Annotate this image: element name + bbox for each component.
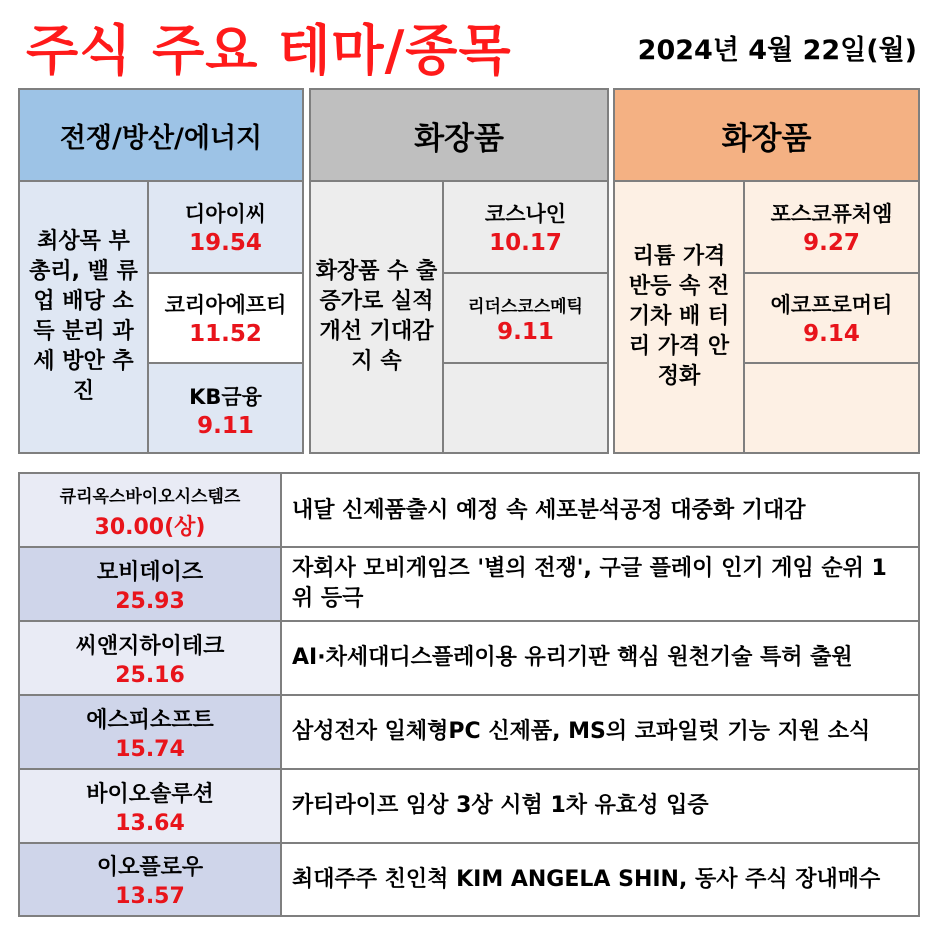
news-cell: 최대주주 친인척 KIM ANGELA SHIN, 동사 주식 장내매수 — [292, 866, 881, 892]
stock-rate: 10.17 — [489, 230, 562, 256]
theme-stock-list — [149, 182, 302, 452]
theme-stock — [149, 182, 302, 272]
stock-name: 디아이씨 — [184, 202, 267, 226]
stock-rate: 9.27 — [803, 230, 860, 256]
stock-name: 씨앤지하이테크 — [75, 633, 225, 659]
theme-stock-empty — [444, 362, 607, 456]
stock-rate: 9.11 — [497, 318, 554, 345]
stock-rate: 9.14 — [803, 321, 860, 347]
theme-title: 화장품 — [311, 90, 607, 182]
theme-title: 화장품 — [615, 90, 918, 182]
stock-name: 리더스코스메틱 — [468, 296, 583, 317]
stock-rate: 30.00(상) — [94, 514, 206, 540]
stock-cell — [20, 770, 282, 842]
stock-cell — [20, 474, 282, 548]
report-date: 2024년 4월 22일(월) — [637, 35, 917, 66]
table-row — [20, 694, 918, 768]
news-cell: 삼성전자 일체형PC 신제품, MS의 코파일럿 기능 지원 소식 — [292, 719, 871, 744]
stock-rate: 25.16 — [115, 662, 185, 688]
theme-stock-empty — [745, 362, 918, 456]
stock-cell — [20, 548, 282, 620]
theme-description: 리튬 가격 반등 속 전기차 배 터리 가격 안정화 — [615, 182, 745, 452]
theme-panel-1 — [18, 88, 304, 454]
stock-cell — [20, 844, 282, 915]
stock-name: 에코프로머티 — [770, 293, 893, 317]
theme-title: 전쟁/방산/에너지 — [20, 90, 302, 182]
stock-rate: 19.54 — [189, 230, 262, 256]
stock-name: KB금융 — [189, 385, 262, 409]
stock-rate: 11.52 — [189, 321, 262, 347]
stock-name: 코리아에프티 — [164, 293, 287, 317]
theme-stock — [444, 182, 607, 272]
table-row — [20, 546, 918, 620]
stock-rate: 9.11 — [197, 413, 254, 439]
news-cell: 자회사 모비게임즈 '별의 전쟁', 구글 플레이 인기 게임 순위 1위 등극 — [292, 556, 887, 611]
stock-name: 이오플로우 — [96, 855, 204, 880]
stock-rate: 13.64 — [115, 810, 185, 836]
stock-name: 모비데이즈 — [96, 559, 204, 585]
stock-news-table — [18, 472, 920, 917]
table-row — [20, 842, 918, 915]
theme-stock — [745, 272, 918, 362]
stock-cell — [20, 696, 282, 768]
theme-description: 최상목 부 총리, 밸 류업 배당 소득 분리 과세 방안 추진 — [20, 182, 149, 452]
theme-stock-list — [444, 182, 607, 452]
theme-stock — [444, 272, 607, 362]
theme-stock — [149, 272, 302, 362]
theme-stock — [149, 362, 302, 456]
stock-name: 코스나인 — [484, 202, 567, 226]
stock-name: 바이오솔루션 — [86, 781, 214, 807]
stock-rate: 13.57 — [115, 884, 185, 909]
page-title: 주식 주요 테마/종목 — [26, 19, 512, 82]
stock-rate: 25.93 — [115, 588, 185, 614]
stock-name: 큐리옥스바이오시스템즈 — [59, 486, 241, 507]
stock-rate: 15.74 — [115, 736, 185, 762]
theme-stock — [745, 182, 918, 272]
news-cell: 내달 신제품출시 예정 속 세포분석공정 대중화 기대감 — [292, 498, 806, 523]
stock-name: 포스코퓨처엠 — [770, 202, 893, 226]
theme-stock-list — [745, 182, 918, 452]
table-row — [20, 474, 918, 548]
theme-panel-2 — [309, 88, 609, 454]
stock-name: 에스피소프트 — [86, 707, 214, 733]
stock-cell — [20, 622, 282, 694]
news-cell: 카티라이프 임상 3상 시험 1차 유효성 입증 — [292, 793, 709, 818]
table-row — [20, 768, 918, 842]
theme-panel-3 — [613, 88, 920, 454]
table-row — [20, 620, 918, 694]
theme-description: 화장품 수 출 증가로 실적 개선 기대감 지 속 — [311, 182, 444, 452]
news-cell: AI·차세대디스플레이용 유리기판 핵심 원천기술 특허 출원 — [292, 645, 853, 670]
